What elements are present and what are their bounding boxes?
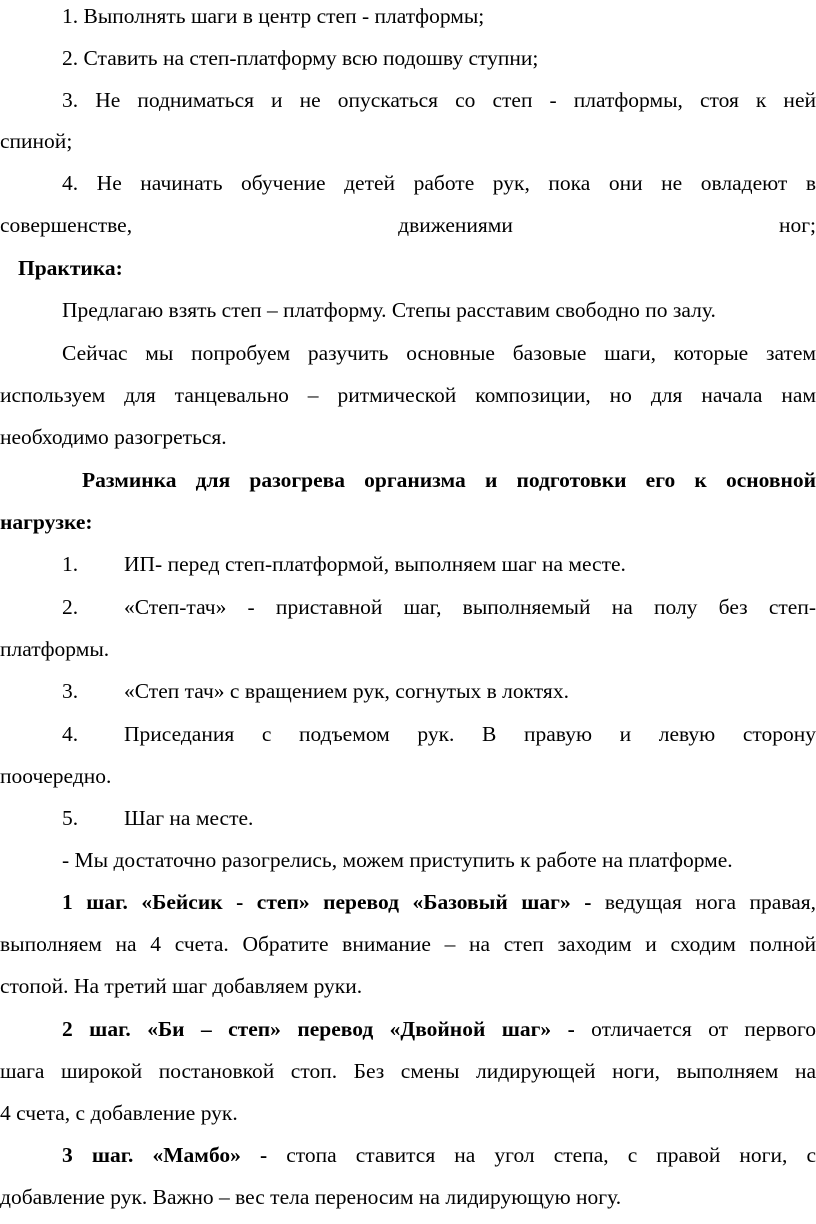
practice-paragraph-2-line-3: необходимо разогреться. (0, 425, 227, 449)
rule-1: 1. Выполнять шаги в центр степ - платформы; (62, 4, 485, 28)
warmup-item-text: «Степ-тач» - приставной шаг, выполняемый на полу без степ- (124, 595, 816, 619)
warmup-item-number: 1. (62, 552, 79, 576)
step-2-line-2: шага широкой постановкой стоп. Без смены лидирующей ноги, выполняем на (0, 1059, 816, 1083)
step-3-line-1 (0, 1135, 816, 1175)
warmup-item-5 (0, 798, 816, 838)
warmup-item-2-continuation: платформы. (0, 637, 110, 661)
step-1-line-3: стопой. На третий шаг добавляем руки. (0, 974, 363, 998)
warmup-item-3 (0, 671, 816, 711)
step-2-line-3: 4 счета, с добавление рук. (0, 1101, 238, 1125)
step-1-line-2: выполняем на 4 счета. Обратите внимание – на степ заходим и сходим полной (0, 932, 816, 956)
practice-paragraph-2-line-1: Сейчас мы попробуем разучить основные базовые шаги, которые затем (62, 341, 816, 365)
warmup-item-4 (0, 714, 816, 754)
warmup-item-4-continuation: поочередно. (0, 764, 112, 788)
step-2-line-1 (0, 1009, 816, 1049)
step-1-text: ведущая нога правая, (604, 890, 816, 914)
step-1-title: 1 шаг. «Бейсик - степ» перевод «Базовый шаг» - (62, 890, 592, 914)
warmup-item-text: ИП- перед степ-платформой, выполняем шаг на месте. (124, 552, 626, 576)
rule-4-line-2: совершенстве, движениями ног; (0, 213, 816, 237)
warmup-heading-line-1: Разминка для разогрева организма и подготовки его к основной (82, 468, 816, 492)
warmup-heading-line-2: нагрузке: (0, 510, 93, 534)
rule-3-line-2: спиной; (0, 129, 73, 153)
warmup-item-1 (0, 544, 816, 584)
rule-3-line-1: 3. Не подниматься и не опускаться со степ - платформы, стоя к ней (62, 88, 816, 112)
rule-2: 2. Ставить на степ-платформу всю подошву ступни; (62, 46, 539, 70)
step-3-line-2: добавление рук. Важно – вес тела переносим на лидирующую ногу. (0, 1185, 622, 1209)
step-2-text: отличается от первого (591, 1017, 816, 1041)
step-1-line-1 (0, 882, 816, 922)
warmup-closing: - Мы достаточно разогрелись, можем приступить к работе на платформе. (62, 848, 733, 872)
practice-heading: Практика: (18, 256, 123, 280)
practice-paragraph-1: Предлагаю взять степ – платформу. Степы расставим свободно по залу. (62, 298, 716, 322)
warmup-item-number: 2. (62, 595, 79, 619)
warmup-item-number: 3. (62, 679, 79, 703)
warmup-item-text: Шаг на месте. (124, 806, 254, 830)
rule-4-line-1: 4. Не начинать обучение детей работе рук, пока они не овладеют в (62, 171, 816, 195)
warmup-item-2 (0, 587, 816, 627)
step-3-text: стопа ставится на угол степа, с правой ноги, с (286, 1143, 816, 1167)
warmup-item-number: 5. (62, 806, 79, 830)
step-2-title: 2 шаг. «Би – степ» перевод «Двойной шаг» - (62, 1017, 575, 1041)
warmup-item-text: Приседания с подъемом рук. В правую и левую сторону (124, 722, 816, 746)
practice-paragraph-2-line-2: используем для танцевально – ритмической композиции, но для начала нам (0, 383, 816, 407)
warmup-item-text: «Степ тач» с вращением рук, согнутых в локтях. (124, 679, 569, 703)
warmup-item-number: 4. (62, 722, 79, 746)
step-3-title: 3 шаг. «Мамбо» - (62, 1143, 268, 1167)
